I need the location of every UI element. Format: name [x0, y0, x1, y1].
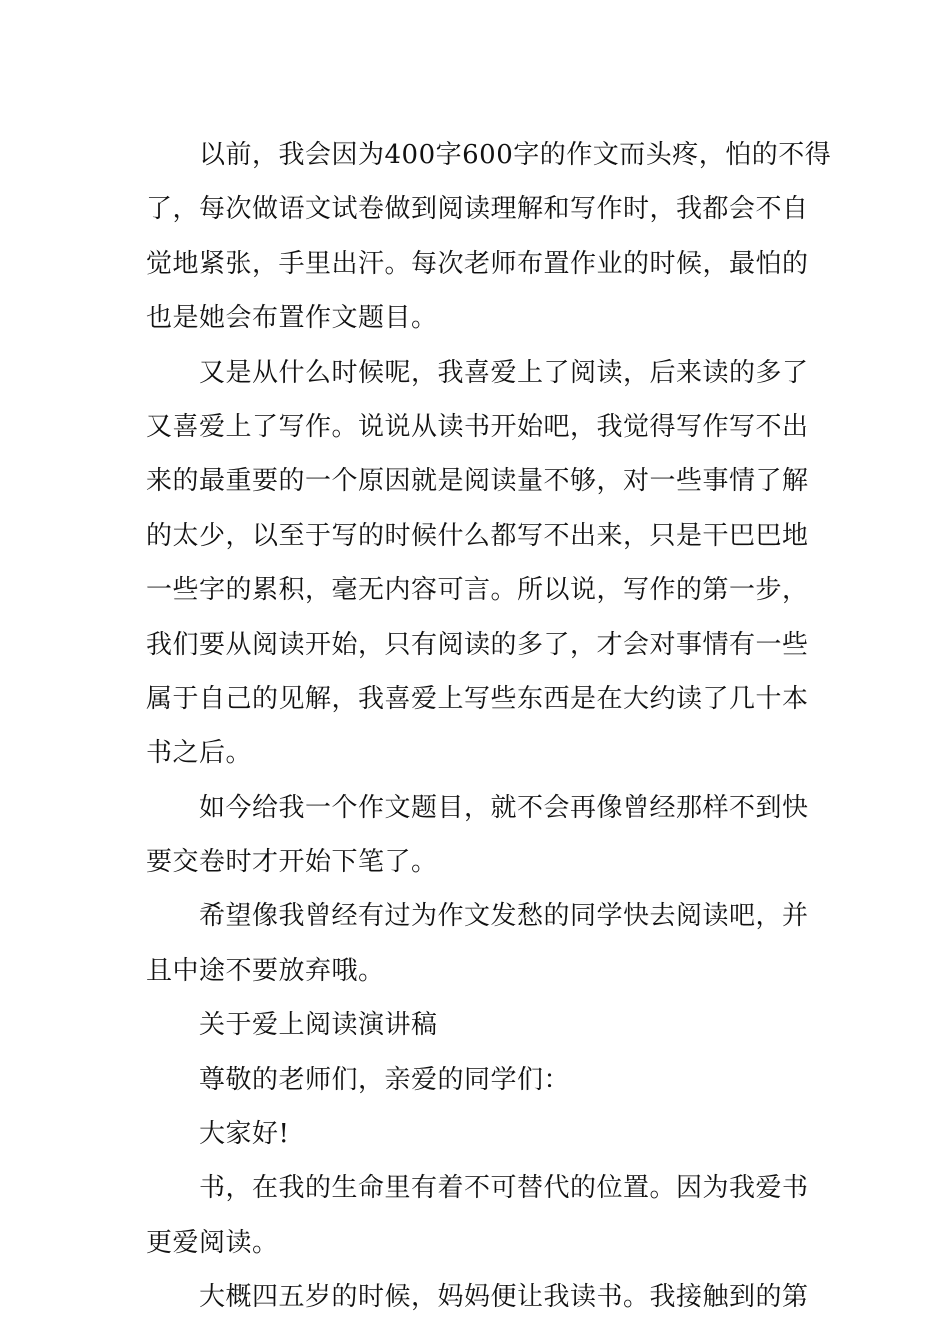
paragraph-line: 如今给我一个作文题目，就不会再像曾经那样不到快 [199, 792, 809, 823]
paragraph-line: 且中途不要放弃哦。 [146, 955, 385, 986]
paragraph-line: 了，每次做语文试卷做到阅读理解和写作时，我都会不自 [146, 194, 809, 225]
paragraph-line: 书，在我的生命里有着不可替代的位置。因为我爱书 [199, 1173, 809, 1204]
paragraph-line: 觉地紧张，手里出汗。每次老师布置作业的时候，最怕的 [146, 248, 809, 279]
document-body [146, 128, 832, 1325]
salutation: 尊敬的老师们，亲爱的同学们： [199, 1064, 571, 1095]
paragraph-line: 的太少，以至于写的时候什么都写不出来，只是干巴巴地 [146, 520, 809, 551]
paragraph-line: 要交卷时才开始下笔了。 [146, 847, 438, 878]
greeting: 大家好! [199, 1119, 290, 1150]
paragraph-line: 书之后。 [146, 738, 253, 769]
paragraph-line: 更爱阅读。 [146, 1227, 279, 1258]
paragraph-line: 属于自己的见解，我喜爱上写些东西是在大约读了几十本 [146, 683, 809, 714]
paragraph-line: 大概四五岁的时候，妈妈便让我读书。我接触到的第 [199, 1282, 809, 1313]
paragraph-line: 来的最重要的一个原因就是阅读量不够，对一些事情了解 [146, 466, 809, 497]
paragraph-line: 以前，我会因为400字600字的作文而头疼，怕的不得 [199, 140, 832, 170]
paragraph-line: 一些字的累积，毫无内容可言。所以说，写作的第一步， [146, 575, 809, 606]
paragraph-line: 我们要从阅读开始，只有阅读的多了，才会对事情有一些 [146, 629, 809, 660]
paragraph-line: 又是从什么时候呢，我喜爱上了阅读，后来读的多了 [199, 357, 809, 388]
paragraph-line: 也是她会布置作文题目。 [146, 303, 438, 334]
paragraph-line: 又喜爱上了写作。说说从读书开始吧，我觉得写作写不出 [146, 411, 809, 442]
section-title: 关于爱上阅读演讲稿 [199, 1010, 438, 1041]
paragraph-line: 希望像我曾经有过为作文发愁的同学快去阅读吧，并 [199, 901, 809, 932]
